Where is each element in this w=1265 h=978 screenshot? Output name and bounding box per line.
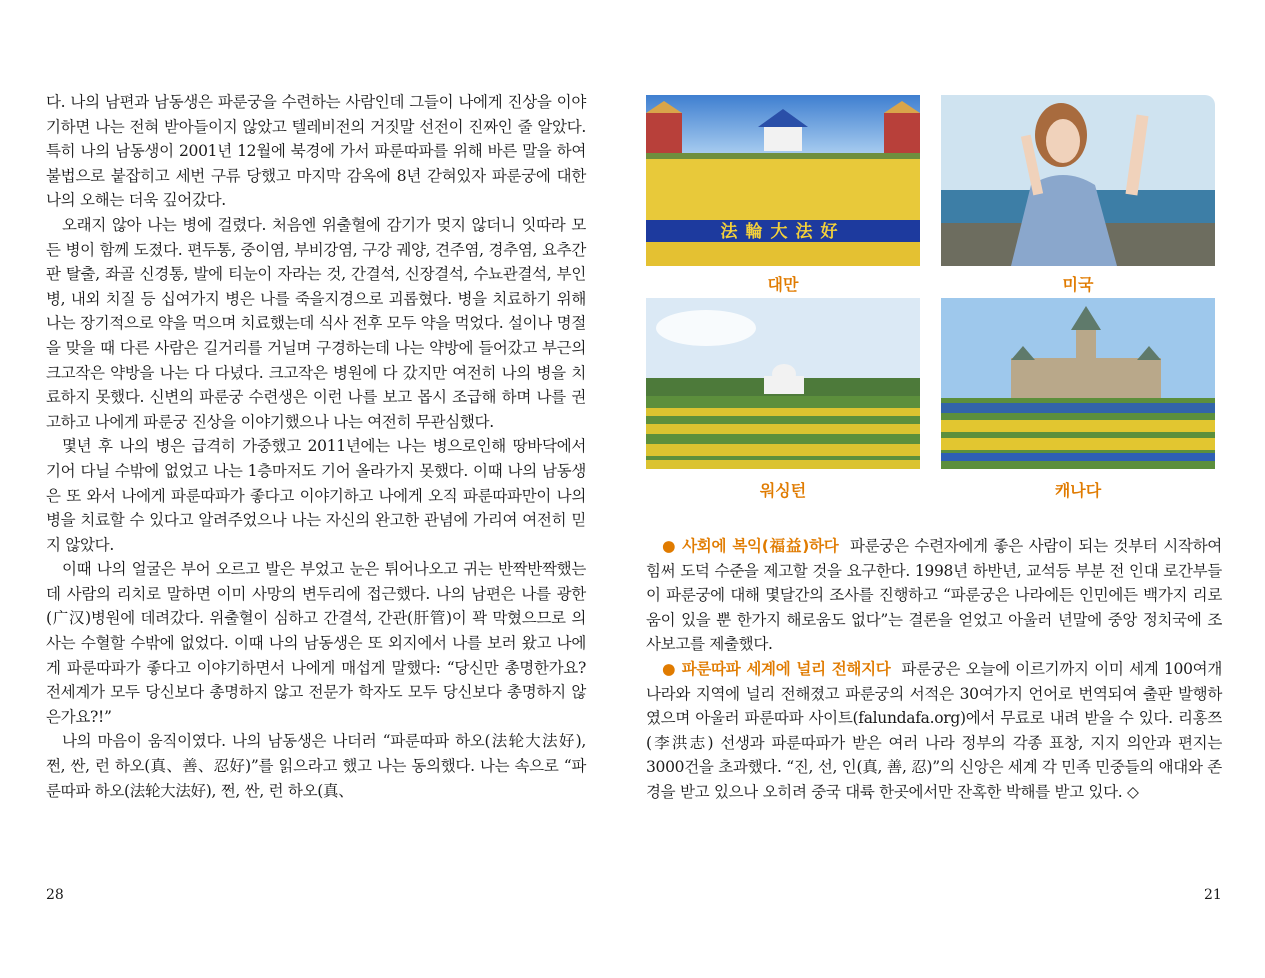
banner-text: 法輪大法好 [720,222,846,242]
washington-practice-image [646,298,920,469]
section-world [646,657,1222,805]
bullet-icon: ● [662,659,677,678]
woman-meditation-image [941,95,1215,266]
paragraph: 나의 마음이 움직이였다. 나의 남동생은 나더러 “파룬따파 하오(法轮大法好), 쩐, 싼, 런 하오(真、善、忍好)”를 읽으라고 했고 나는 동의했다. 나는 속으로 “파룬따파 하오(法轮大法好), 쩐, 싼, 런 하오(真、 [46,732,586,800]
right-body-text [646,534,1222,805]
caption-usa: 미국 [1062,275,1094,294]
taiwan-practice-image [646,95,920,266]
section-body: 파룬궁은 오늘에 이르기까지 이미 세계 100여개 나라와 지역에 널리 전해졌고 파룬궁의 서적은 30여가지 언어로 번역되여 출판 발행하였으며 아울러 파룬따파 사이트(falundafa.org)에서 무료로 내려 받을 수 있다. 리홍쯔(李洪志) 선생과 파룬따파가 받은 여러 나라 정부의 각종 표창, 지지 의안과 편지는 3000건을 초과했다. “진, 선, 인(真, 善, 忍)”의 신앙은 세계 각 민족 민중들의 애대와 존경을 받고 있으나 오히려 중국 대륙 한곳에서만 잔혹한 박해를 받고 있다. ◇ [646,659,1222,801]
left-body-text [46,90,586,803]
photo-taiwan [646,95,920,266]
section-heading: 파룬따파 세계에 널리 전해지다 [681,659,891,678]
left-page [0,0,632,978]
photo-canada [941,298,1215,469]
paragraph: 다. 나의 남편과 남동생은 파룬궁을 수련하는 사람인데 그들이 나에게 진상을 이야기하면 나는 전혀 받아들이지 않았고 텔레비전의 거짓말 선전이 진짜인 줄 알았다. 특히 나의 남동생이 2001년 12월에 북경에 가서 파룬따파를 위해 바른 말을 하여 불법으로 붙잡히고 세번 구류 당했고 마지막 감옥에 8년 갇혀있자 파룬궁에 대한 나의 오해는 더욱 깊어갔다. [46,93,586,210]
section-heading: 사회에 복익(福益)하다 [682,537,839,555]
page-number: 28 [46,887,64,903]
caption-taiwan: 대만 [767,275,799,294]
caption-canada: 캐나다 [1054,481,1102,500]
caption-washington: 워싱턴 [759,481,807,500]
photo-usa [941,95,1215,266]
canada-practice-image [941,298,1215,469]
paragraph: 오래지 않아 나는 병에 걸렸다. 처음엔 위출혈에 감기가 멎지 않더니 잇따라 모든 병이 함께 도졌다. 편두통, 중이염, 부비강염, 구강 궤양, 견주염, 경추염, 요추간판 탈출, 좌골 신경통, 발에 티눈이 자라는 것, 간결석, 신장결석, 수뇨관결석, 부인병, 내외 치질 등 십여가지 병은 나를 죽을지경으로 괴롭혔다. 병을 치료하기 위해 나는 장기적으로 약을 먹으며 치료했는데 식사 전후 모두 약을 먹었다. 설이나 명절을 맞을 때 다른 사람은 길거리를 거닐며 구경하는데 나는 약방에 들어갔고 부근의 크고작은 약방을 나는 다 다녔다. 크고작은 병원에 다 갔지만 여전히 나의 병을 치료하지 못했다. 신변의 파룬궁 수련생은 이런 나를 보고 몹시 조급해 하며 나를 권고하고 나에게 파룬궁 진상을 이야기했으나 나는 여전히 무관심했다. [46,215,586,431]
paragraph: 몇년 후 나의 병은 급격히 가중했고 2011년에는 나는 병으로인해 땅바닥에서 기어 다닐 수밖에 없었고 나는 1층마저도 기어 올라가지 못했다. 이때 나의 남동생은 또 와서 나에게 파룬따파가 좋다고 이야기하고 나에게 오직 파룬따파만이 나의 병을 치료할 수 있다고 알려주었으나 나는 자신의 완고한 관념에 가리여 여전히 믿지 않았다. [46,437,586,554]
section-body: 파룬궁은 수련자에게 좋은 사람이 되는 것부터 시작하여 힘써 도덕 수준을 제고할 것을 요구한다. 1998년 하반년, 교석등 부분 전 인대 로간부들이 파룬궁에 대해 몇달간의 조사를 진행하고 “파룬궁은 나라에든 인민에든 백가지 리로움이 있을 뿐 한가지 해로움도 없다”는 결론을 얻었고 아울러 년말에 중앙 정치국에 조사보고를 제출했다. [646,537,1222,654]
paragraph: 이때 나의 얼굴은 부어 오르고 발은 부었고 눈은 튀어나오고 귀는 반짝반짝했는데 사람의 리치로 말하면 이미 사망의 변두리에 접근했다. 나의 남편은 나를 광한(广汉)병원에 데려갔다. 위출혈이 심하고 간결석, 간관(肝管)이 꽉 막혔으므로 의사는 수혈할 수밖에 없었다. 이때 나의 남동생은 또 외지에서 나를 보러 왔고 나에게 파룬따파가 좋다고 이야기하면서 나에게 매섭게 말했다: “당신만 총명한가요? 전세계가 모두 당신보다 총명하지 않고 전문가 학자도 모두 당신보다 총명하지 않은가요?!” [46,560,586,726]
right-page [632,0,1265,978]
section-society [646,534,1222,657]
photo-washington [646,298,920,469]
page-number: 21 [1204,887,1222,903]
bullet-icon: ● [662,537,677,555]
